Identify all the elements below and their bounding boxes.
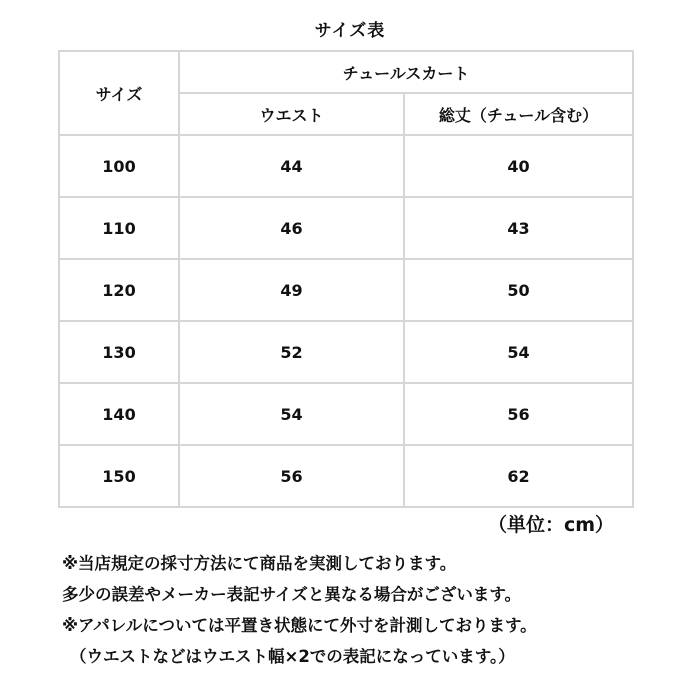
- waist-column-header: ウエスト: [179, 93, 404, 135]
- unit-note: （単位：cm）: [487, 514, 614, 536]
- size-cell: 110: [59, 197, 179, 259]
- length-cell: 40: [404, 135, 633, 197]
- table-row: [59, 445, 633, 507]
- table-row: [59, 197, 633, 259]
- note-line: ※当店規定の採寸方法にて商品を実測しております。: [62, 554, 457, 573]
- table-row: [59, 135, 633, 197]
- waist-cell: 49: [179, 259, 404, 321]
- tulle-skirt-group-header: チュールスカート: [179, 51, 633, 93]
- size-cell: 130: [59, 321, 179, 383]
- size-column-header: サイズ: [59, 51, 179, 135]
- table-row: [59, 321, 633, 383]
- size-cell: 120: [59, 259, 179, 321]
- length-cell: 56: [404, 383, 633, 445]
- waist-cell: 56: [179, 445, 404, 507]
- table-header-row-1: [59, 51, 633, 93]
- table-row: [59, 383, 633, 445]
- waist-cell: 54: [179, 383, 404, 445]
- note-line: ※アパレルについては平置き状態にて外寸を計測しております。: [62, 616, 537, 635]
- waist-cell: 46: [179, 197, 404, 259]
- page-title: サイズ表: [314, 21, 386, 41]
- waist-cell: 52: [179, 321, 404, 383]
- note-line: （ウエストなどはウエスト幅×2での表記になっています。）: [70, 647, 515, 666]
- length-cell: 62: [404, 445, 633, 507]
- size-cell: 150: [59, 445, 179, 507]
- size-table: [58, 50, 634, 508]
- table-row: [59, 259, 633, 321]
- length-column-header: 総丈（チュール含む）: [404, 93, 633, 135]
- length-cell: 50: [404, 259, 633, 321]
- length-cell: 43: [404, 197, 633, 259]
- length-cell: 54: [404, 321, 633, 383]
- note-line: 多少の誤差やメーカー表記サイズと異なる場合がございます。: [62, 585, 522, 604]
- notes-block: [62, 548, 692, 672]
- size-cell: 140: [59, 383, 179, 445]
- waist-cell: 44: [179, 135, 404, 197]
- size-cell: 100: [59, 135, 179, 197]
